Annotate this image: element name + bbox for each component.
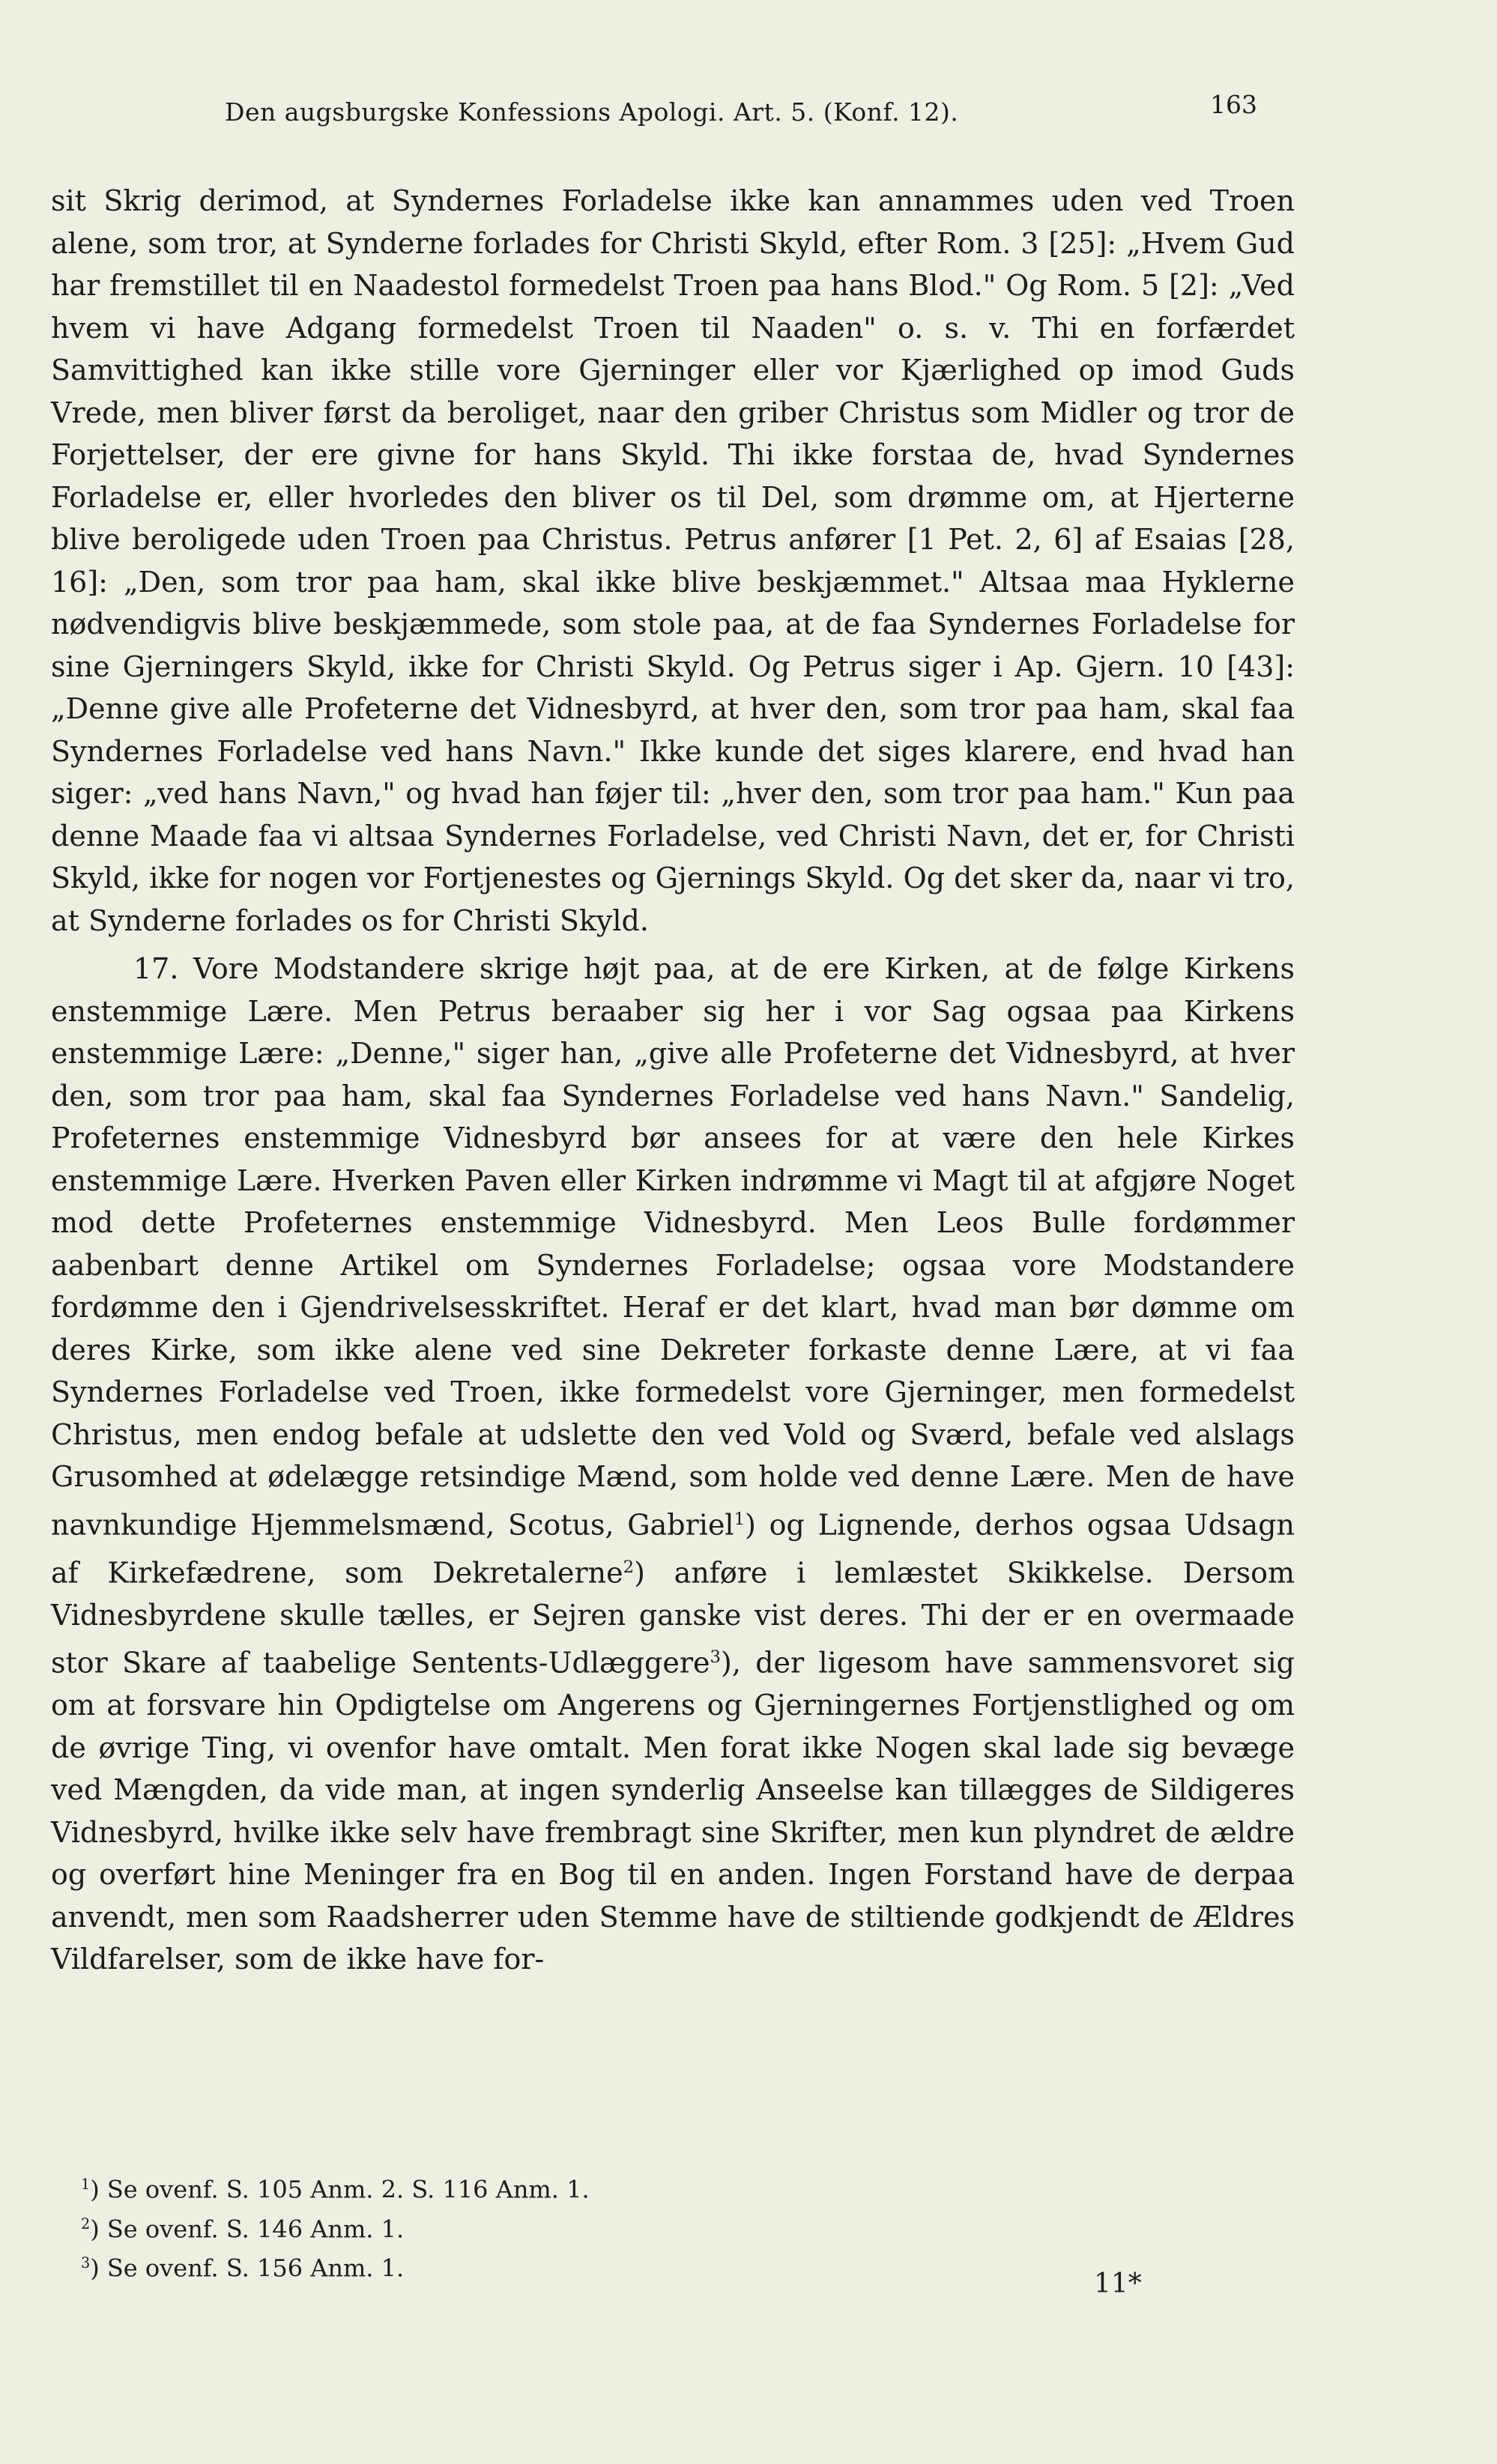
- footnote-text: ) Se ovenf. S. 105 Anm. 2. S. 116 Anm. 1.: [90, 2175, 590, 2204]
- footnote-reference: 3: [710, 1647, 722, 1668]
- text-run: 17. Vore Modstandere skrige højt paa, at de ere Kirken, at de følge Kirkens enstemmige Lære. Men Petrus beraaber sig her i vor Sag ogsaa paa Kirkens enstemmige Lære: „Denne," siger han, „give alle Profeterne det Vidnesbyrd, at hver den, som tror paa ham, skal faa Syndernes Forladelse ved hans Navn." Sandelig, Profeternes enstemmige Vidnesbyrd bør ansees for at være den hele Kirkes enstemmige Lære. Hverken Paven eller Kirken indrømme vi Magt til at afgjøre Noget mod dette Profeternes enstemmige Vidnesbyrd. Men Leos Bulle fordømmer aabenbart denne Artikel om Syndernes Forladelse; ogsaa vore Modstandere fordømme den i Gjendrivelsesskriftet. Heraf er det klart, hvad man bør dømme om deres Kirke, som ikke alene ved sine Dekreter forkaste denne Lære, at vi faa Syndernes Forladelse ved Troen, ikke formedelst vore Gjerninger, men formedelst Christus, men endog befale at udslette den ved Vold og Sværd, befale ved alslags Grusomhed at ødelægge retsindige Mænd, som holde ved denne Lære. Men de have navnkundige Hjemmelsmænd, Scotus, Gabriel: [51, 952, 1295, 1542]
- footnote: [81, 2167, 1205, 2207]
- signature-mark: 11*: [1094, 2268, 1142, 2299]
- footnote-mark: 3: [81, 2254, 91, 2272]
- footnote: [81, 2246, 1205, 2286]
- paragraph: sit Skrig derimod, at Syndernes Forladelse ikke kan annammes uden ved Troen alene, som tror, at Synderne forlades for Christi Skyld, efter Rom. 3 [25]: „Hvem Gud har fremstillet til en Naadestol formedelst Troen paa hans Blod." Og Rom. 5 [2]: „Ved hvem vi have Adgang formedelst Troen til Naaden" o. s. v. Thi en forfærdet Samvittighed kan ikke stille vore Gjerninger eller vor Kjærlighed op imod Guds Vrede, men bliver først da beroliget, naar den griber Christus som Midler og tror de Forjettelser, der ere givne for hans Skyld. Thi ikke forstaa de, hvad Syndernes Forladelse er, eller hvorledes den bliver os til Del, som drømme om, at Hjerterne blive beroligede uden Troen paa Christus. Petrus anfører [1 Pet. 2, 6] af Esaias [28, 16]: „Den, som tror paa ham, skal ikke blive beskjæmmet." Altsaa maa Hyklerne nødvendigvis blive beskjæmmede, som stole paa, at de faa Syndernes Forladelse for sine Gjerningers Skyld, ikke for Christi Skyld. Og Petrus siger i Ap. Gjern. 10 [43]: „Denne give alle Profeterne det Vidnesbyrd, at hver den, som tror paa ham, skal faa Syndernes Forladelse ved hans Navn." Ikke kunde det siges klarere, end hvad han siger: „ved hans Navn," og hvad han føjer til: „hver den, som tror paa ham." Kun paa denne Maade faa vi altsaa Syndernes Forladelse, ved Christi Navn, det er, for Christi Skyld, ikke for nogen vor Fortjenestes og Gjernings Skyld. Og det sker da, naar vi tro, at Synderne forlades os for Christi Skyld.: [51, 184, 1295, 937]
- footnotes: [81, 2167, 1205, 2286]
- running-head: Den augsburgske Konfessions Apologi. Art. 5. (Konf. 12).: [225, 97, 959, 127]
- text-run: ), der ligesom have sammensvoret sig om at forsvare hin Opdigtelse om Angerens og Gjerningernes Fortjenstlighed og om de øvrige Ting, vi ovenfor have omtalt. Men forat ikke Nogen skal lade sig bevæge ved Mængden, da vide man, at ingen synderlig Anseelse kan tillægges de Sildigeres Vidnesbyrd, hvilke ikke selv have frembragt sine Skrifter, men kun plyndret de ældre og overført hine Meninger fra en Bog til en anden. Ingen Forstand have de derpaa anvendt, men som Raadsherrer uden Stemme have de stiltiende godkjendt de Ældres Vildfarelser, som de ikke have for-: [51, 1646, 1295, 1976]
- text-run: ) anføre i lemlæstet Skikkelse. Dersom Vidnesbyrdene skulle tælles, er Sejren ganske vist deres. Thi der er en overmaade stor Skare af taabelige Sentents-Udlæggere: [51, 1556, 1295, 1680]
- footnote-text: ) Se ovenf. S. 156 Anm. 1.: [90, 2253, 405, 2283]
- page-number: 163: [1210, 90, 1257, 119]
- footnote: [81, 2207, 1205, 2247]
- main-text: [51, 180, 1295, 1981]
- footnote-text: ) Se ovenf. S. 146 Anm. 1.: [90, 2215, 405, 2244]
- text-run: ) og Lignende, derhos ogsaa Udsagn af Kirkefædrene, som Dekretalerne: [51, 1508, 1295, 1590]
- paragraph: [51, 948, 1295, 1981]
- footnote-reference: 2: [623, 1557, 635, 1577]
- footnote-mark: 1: [81, 2176, 91, 2193]
- footnote-reference: 1: [734, 1509, 746, 1529]
- footnote-mark: 2: [81, 2215, 91, 2233]
